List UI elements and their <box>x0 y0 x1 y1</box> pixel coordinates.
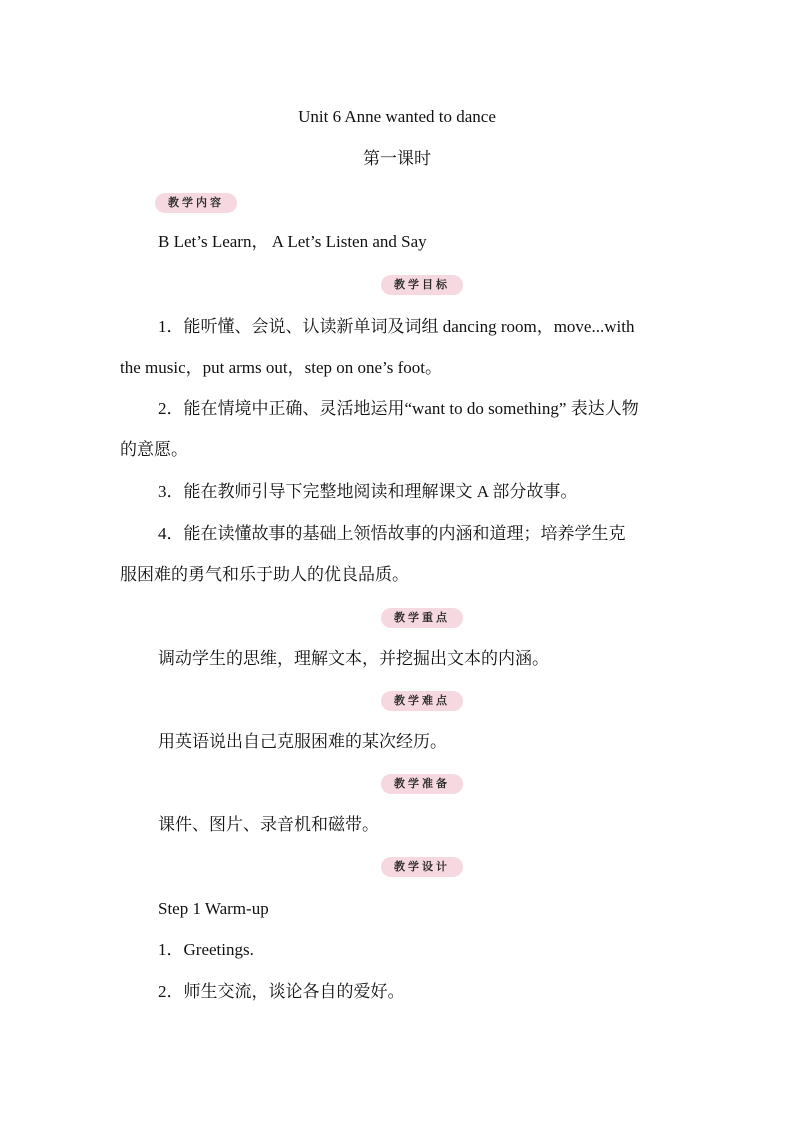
section-heading-key-points: 教学重点 <box>381 608 463 628</box>
section-heading-content: 教学内容 <box>155 193 237 213</box>
document-title: Unit 6 Anne wanted to dance <box>298 107 496 126</box>
objective-4-line-1: 4．能在读懂故事的基础上领悟故事的内涵和道理；培养学生克 <box>158 524 626 543</box>
objective-1-line-1: 1．能听懂、会说、认读新单词及词组 dancing room，move...with <box>158 317 635 336</box>
difficulties-text: 用英语说出自己克服困难的某次经历。 <box>158 732 447 751</box>
objective-4-line-2: 服困难的勇气和乐于助人的优良品质。 <box>120 565 409 584</box>
objective-1-line-2: the music，put arms out，step on one’s foot。 <box>120 358 443 377</box>
document-subtitle: 第一课时 <box>363 149 431 168</box>
design-step-1-item-2: 2．师生交流，谈论各自的爱好。 <box>158 982 405 1001</box>
design-step-1: Step 1 Warm-up <box>158 899 269 918</box>
content-text: B Let’s Learn， A Let’s Listen and Say <box>158 232 427 251</box>
section-heading-difficulties: 教学难点 <box>381 691 463 711</box>
section-heading-objectives: 教学目标 <box>381 275 463 295</box>
objective-2-line-2: 的意愿。 <box>120 440 188 459</box>
preparation-text: 课件、图片、录音机和磁带。 <box>158 815 379 834</box>
section-heading-design: 教学设计 <box>381 857 463 877</box>
section-heading-preparation: 教学准备 <box>381 774 463 794</box>
design-step-1-item-1: 1．Greetings. <box>158 940 254 959</box>
objective-3: 3．能在教师引导下完整地阅读和理解课文 A 部分故事。 <box>158 482 578 501</box>
key-points-text: 调动学生的思维，理解文本，并挖掘出文本的内涵。 <box>158 649 549 668</box>
objective-2-line-1: 2．能在情境中正确、灵活地运用“want to do something” 表达人物 <box>158 399 639 418</box>
